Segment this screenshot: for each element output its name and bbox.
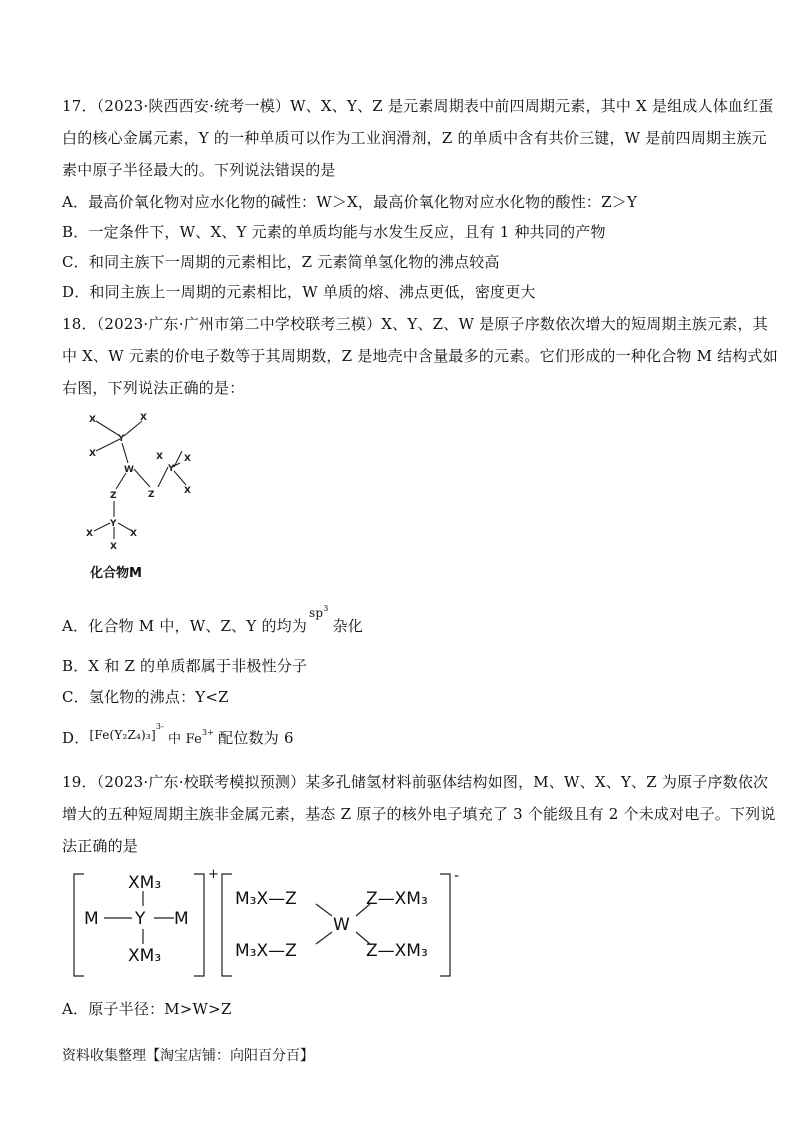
q18-option-d-post: 配位数为 6 [218, 729, 294, 747]
q19-option-a: A．原子半径：M>W>Z [62, 1000, 232, 1018]
q18-option-a-post: 杂化 [332, 617, 363, 635]
q18-option-b: B．X 和 Z 的单质都属于非极性分子 [62, 657, 308, 675]
cation-top-group: XM₃ [128, 873, 162, 893]
q18-option-a-sup: 3 [323, 604, 329, 613]
q19-line-1: 19．（2023·广东·校联考模拟预测）某多孔储氢材料前驱体结构如图，M、W、X、Y、Z 为原子序数依次 [62, 773, 769, 791]
q18-option-d-fe-charge: 3+ [201, 728, 215, 737]
q18-option-d [62, 722, 294, 752]
compound-m-structure-figure [80, 405, 220, 580]
atom-label: Z [148, 490, 155, 500]
atom-label: X [184, 454, 191, 464]
atom-label: X [156, 452, 163, 462]
q18-line-3: 右图，下列说法正确的是： [62, 379, 245, 397]
anion-top-left-group: M₃X—Z [235, 889, 297, 909]
q17-option-c: C．和同主族下一周期的元素相比，Z 元素简单氢化物的沸点较高 [62, 253, 500, 271]
q18-option-d-charge: 3- [155, 722, 165, 731]
q18-line-2: 中 X、W 元素的价电子数等于其周期数，Z 是地壳中含量最多的元素。它们形成的一种化合物 M 结构式如 [62, 347, 778, 365]
atom-label: X [86, 529, 93, 539]
atom-label: Y [110, 519, 117, 529]
anion-center-atom: W [333, 915, 350, 935]
q19-line-3: 法正确的是 [62, 837, 139, 855]
atom-label: X [89, 449, 96, 459]
q17-option-b: B．一定条件下，W、X、Y 元素的单质均能与水发生反应，且有 1 种共同的产物 [62, 223, 606, 241]
q18-option-d-label: D． [62, 729, 90, 747]
q19-line-2: 增大的五种短周期主族非金属元素，基态 Z 原子的核外电子填充了 3 个能级且有 2 个未成对电子。下列说 [62, 805, 776, 823]
precursor-structure-figure [70, 866, 470, 981]
atom-label: Z [110, 491, 117, 501]
anion-bottom-left-group: M₃X—Z [235, 941, 297, 961]
q18-option-a [62, 604, 363, 640]
atom-label: X [184, 486, 191, 496]
atom-label: X [89, 415, 96, 425]
anion-top-right-group: Z—XM₃ [366, 889, 428, 909]
page-footer: 资料收集整理【淘宝店铺：向阳百分百】 [62, 1048, 314, 1064]
q17-line-1: 17．（2023·陕西西安·统考一模）W、X、Y、Z 是元素周期表中前四周期元素，其中 X 是组成人体血红蛋 [62, 97, 774, 115]
atom-label: X [130, 529, 137, 539]
atom-label: W [124, 465, 134, 475]
q18-option-a-sp: sp [309, 606, 324, 620]
cation-left-atom: M [84, 909, 99, 929]
atom-label: Y [168, 464, 175, 474]
atom-label: X [110, 542, 117, 552]
q17-line-3: 素中原子半径最大的。下列说法错误的是 [62, 161, 336, 179]
cation-center-atom: Y [135, 909, 146, 929]
anion-bottom-right-group: Z—XM₃ [366, 941, 428, 961]
anion-charge: - [454, 868, 460, 884]
q18-line-1: 18．（2023·广东·广州市第二中学校联考三模）X、Y、Z、W 是原子序数依次增大的短周期主族元素，其 [62, 315, 768, 333]
q17-line-2: 白的核心金属元素，Y 的一种单质可以作为工业润滑剂，Z 的单质中含有共价三键，W 是前四周期主族元 [62, 129, 767, 147]
q17-option-d: D．和同主族上一周期的元素相比，W 单质的熔、沸点更低，密度更大 [62, 283, 536, 301]
figure-caption: 化合物M [90, 566, 142, 580]
cation-charge: + [208, 867, 219, 882]
atom-label: X [140, 413, 147, 423]
q18-option-d-formula: [Fe(Y₂Z₄)₃] [89, 728, 156, 742]
q18-option-d-mid: 中 Fe [168, 732, 202, 747]
q17-option-a: A．最高价氧化物对应水化物的碱性：W＞X，最高价氧化物对应水化物的酸性：Z＞Y [62, 193, 638, 211]
q18-option-a-text: A．化合物 M 中，W、Z、Y 的均为 [62, 617, 308, 635]
atom-label: Y [118, 434, 125, 444]
cation-bottom-group: XM₃ [128, 946, 162, 966]
q18-option-c: C．氢化物的沸点：Y<Z [62, 688, 229, 706]
cation-right-atom: M [174, 909, 189, 929]
